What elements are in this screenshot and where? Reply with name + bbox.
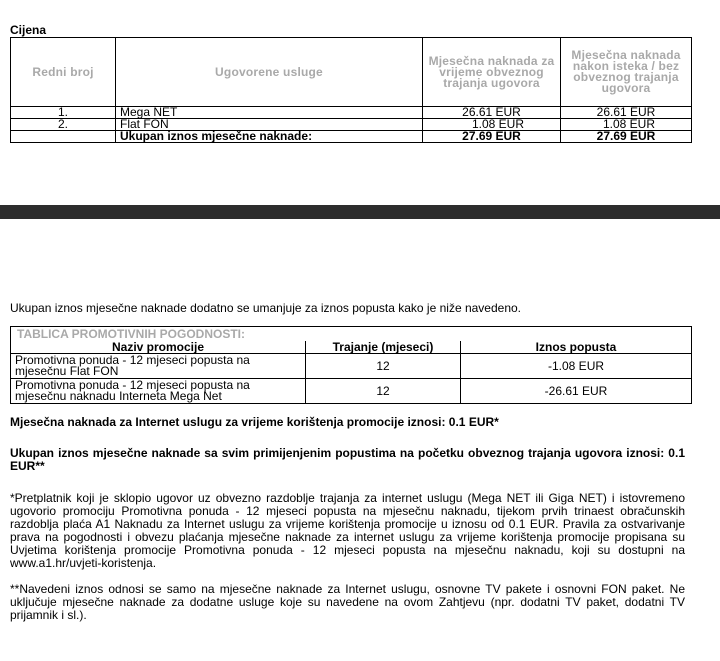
- row-fee-nakon: 1.08 EUR: [561, 119, 692, 131]
- section-divider-band: [0, 205, 720, 219]
- header-redni-broj: Redni broj: [11, 38, 116, 107]
- price-table-header: [11, 38, 692, 107]
- row-fee-obvezno: 26.61 EUR: [423, 107, 561, 119]
- promo-amount: -26.61 EUR: [461, 379, 692, 404]
- promo-name: Promotivna ponuda - 12 mjeseci popusta na mjesečnu naknadu Interneta Mega Net: [11, 379, 306, 404]
- total-fee-obvezno: 27.69 EUR: [423, 131, 561, 143]
- promo-table-title-row: [11, 327, 692, 342]
- header-naknada-nakon: Mjesečna naknada nakon isteka / bez obveznog trajanja ugovora: [561, 38, 692, 107]
- row-fee-nakon: 26.61 EUR: [561, 107, 692, 119]
- promo-name: Promotivna ponuda - 12 mjeseci popusta na mjesečnu Flat FON: [11, 354, 306, 379]
- promo-table: [10, 326, 692, 404]
- row-number: 1.: [11, 107, 116, 119]
- promo-table-header: [11, 341, 692, 354]
- total-row: [11, 131, 692, 143]
- header-naziv-promocije: Naziv promocije: [11, 341, 306, 354]
- row-number: 2.: [11, 119, 116, 131]
- promo-table-title: TABLICA PROMOTIVNIH POGODNOSTI:: [11, 327, 692, 342]
- table-row: [11, 354, 692, 379]
- internet-fee-note: Mjesečna naknada za Internet uslugu za vrijeme korištenja promocije iznosi: 0.1 EUR*: [10, 415, 499, 429]
- row-service: Mega NET: [116, 107, 423, 119]
- footnote-1: *Pretplatnik koji je sklopio ugovor uz obvezno razdoblje trajanja za internet uslugu (Mega NET ili Giga NET) i istovremeno ugovorio promociju Promotivna ponuda - 12 mjeseci popusta na mjesečnu naknadu, tijekom prvih trinaest obračunskih razdoblja plaća A1 Naknadu za Internet uslugu za vrijeme korištenja promocije u iznosu od 0.1 EUR. Pravila za ostvarivanje prava na pogodnosti i obvezu plaćanja mjesečne naknade za internet uslugu za vrijeme korištenja promocije propisana su Uvjetima korištenja promocije Promotivna ponuda - 12 mjeseci popusta na mjesečnu naknadu, koji su dostupni na www.a1.hr/uvjeti-koristenja.: [10, 491, 685, 570]
- promo-duration: 12: [306, 379, 461, 404]
- header-iznos-popusta: Iznos popusta: [461, 341, 692, 354]
- price-section-title: Cijena: [10, 23, 47, 37]
- price-table: [10, 37, 692, 143]
- table-row: [11, 107, 692, 119]
- discount-intro-text: Ukupan iznos mjesečne naknade dodatno se umanjuje za iznos popusta kako je niže navedeno.: [10, 301, 522, 315]
- row-service: Flat FON: [116, 119, 423, 131]
- total-label: Ukupan iznos mjesečne naknade:: [116, 131, 423, 143]
- table-row: [11, 119, 692, 131]
- promo-duration: 12: [306, 354, 461, 379]
- table-row: [11, 379, 692, 404]
- row-fee-obvezno: 1.08 EUR: [423, 119, 561, 131]
- promo-amount: -1.08 EUR: [461, 354, 692, 379]
- total-empty-cell: [11, 131, 116, 143]
- header-naknada-obvezno: Mjesečna naknada za vrijeme obveznog trajanja ugovora: [423, 38, 561, 107]
- header-trajanje: Trajanje (mjeseci): [306, 341, 461, 354]
- total-fee-nakon: 27.69 EUR: [561, 131, 692, 143]
- total-discount-note: Ukupan iznos mjesečne naknade sa svim primijenjenim popustima na početku obveznog trajanja ugovora iznosi: 0.1 EUR**: [10, 446, 685, 473]
- header-ugovorene-usluge: Ugovorene usluge: [116, 38, 423, 107]
- footnote-2: **Navedeni iznos odnosi se samo na mjesečne naknade za Internet uslugu, osnovne TV pakete i osnovni FON paket. Ne uključuje mjesečne naknade za dodatne usluge koje su navedene na ovom Zahtjevu (npr. dodatni TV paket, dodatni TV prijamnik i sl.).: [10, 582, 685, 622]
